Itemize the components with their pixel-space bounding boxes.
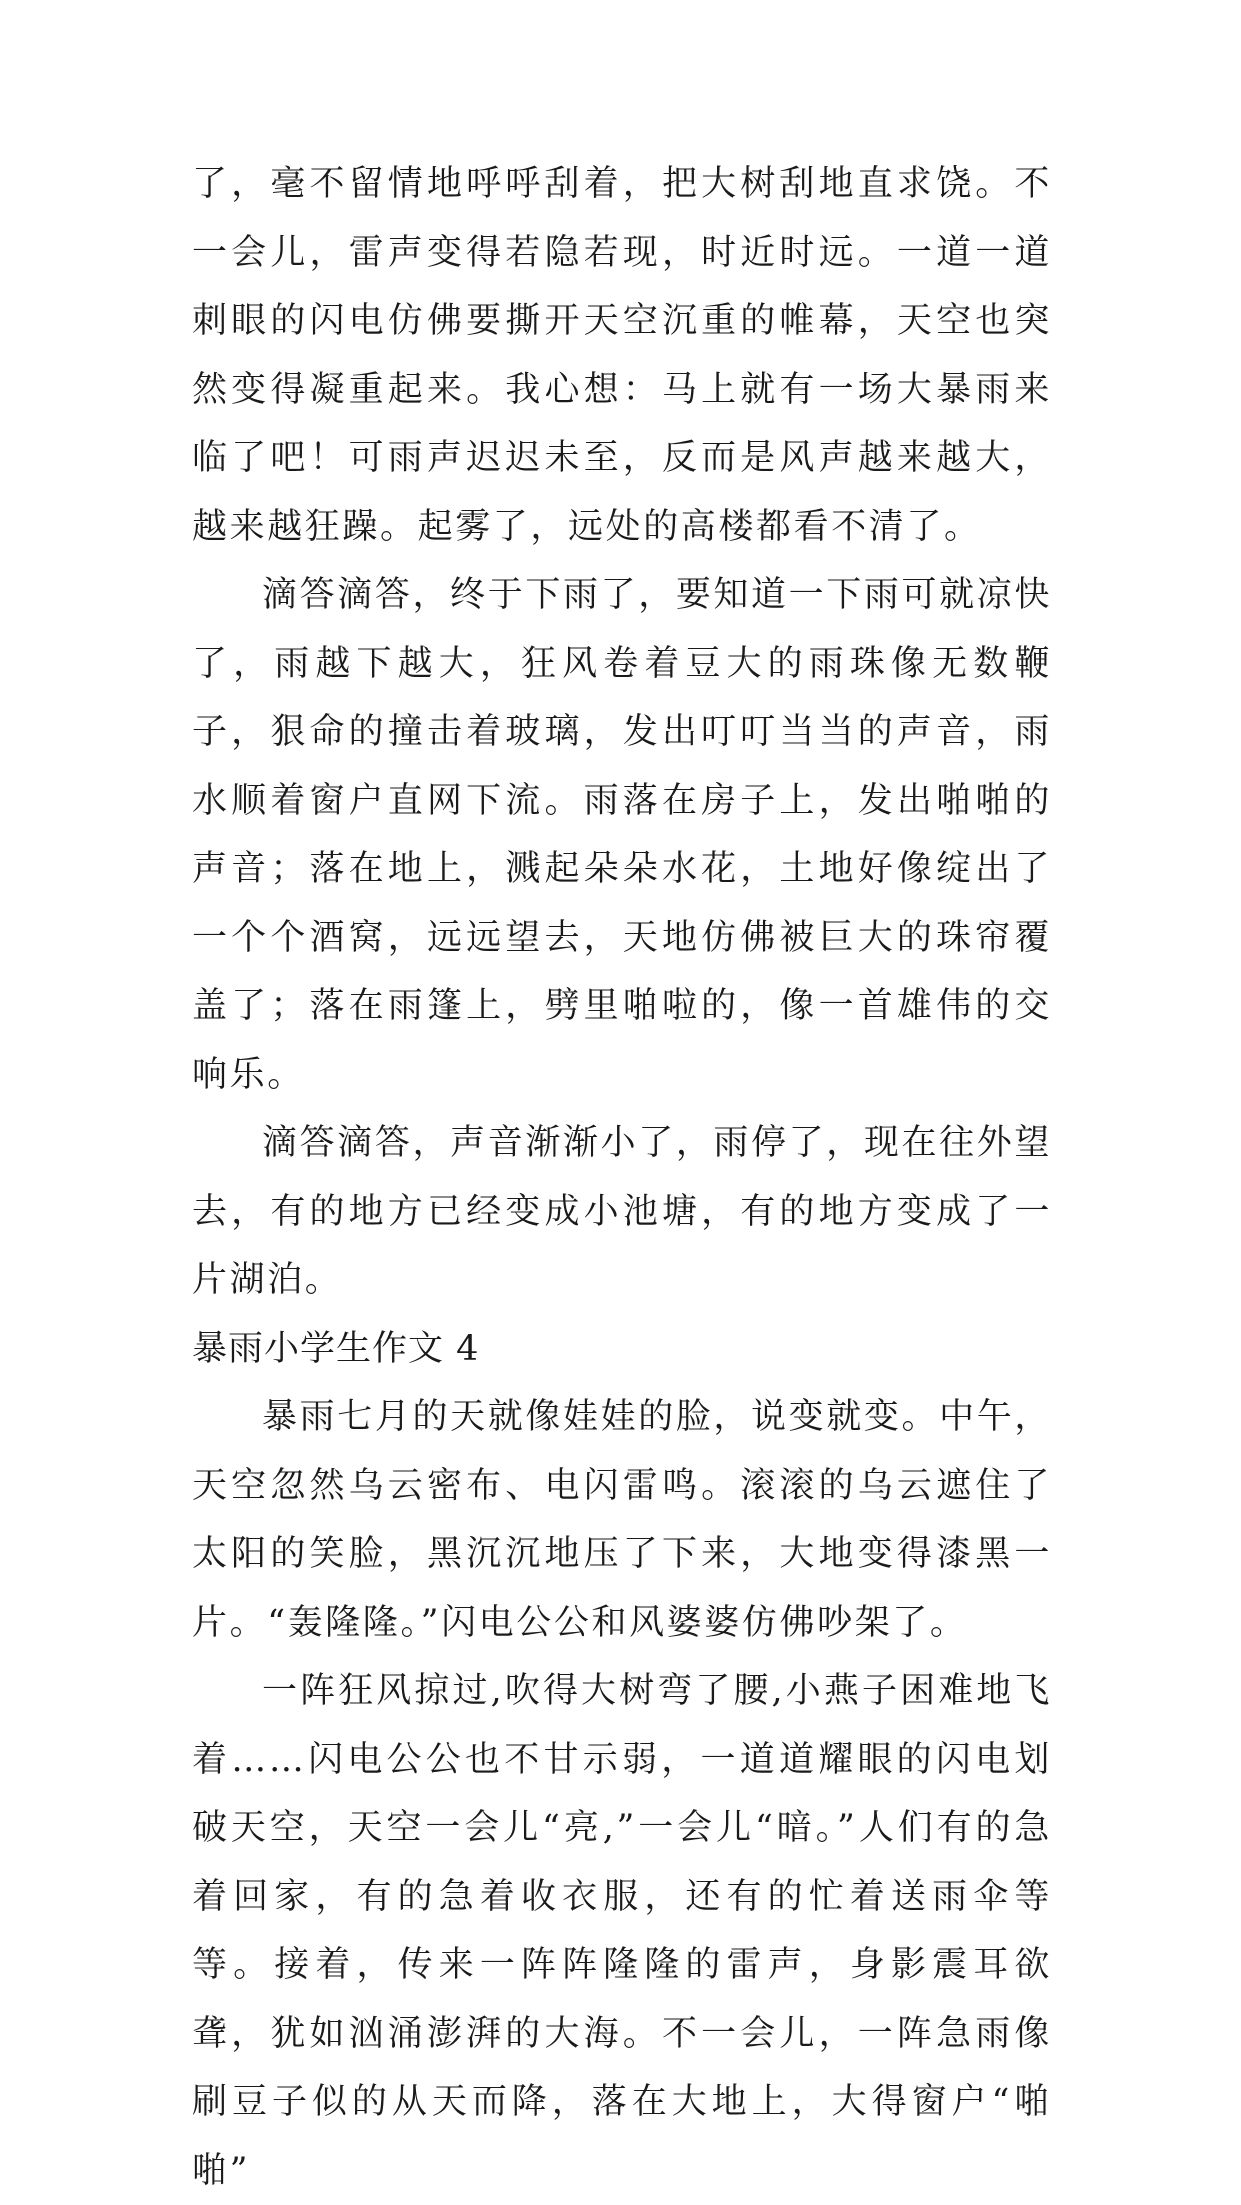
paragraph: 一阵狂风掠过,吹得大树弯了腰,小燕子困难地飞着……闪电公公也不甘示弱，一道道耀眼的闪电划破天空，天空一会儿“亮,”一会儿“暗。”人们有的急着回家，有的急着收衣服，还有的忙着送雨伞等等。接着，传来一阵阵隆隆的雷声，身影震耳欲聋，犹如汹涌澎湃的大海。不一会儿，一阵急雨像刷豆子似的从天而降，落在大地上，大得窗户“啪啪”: [192, 1671, 1052, 2191]
paragraph: 暴雨七月的天就像娃娃的脸，说变就变。中午，天空忽然乌云密布、电闪雷鸣。滚滚的乌云遮住了太阳的笑脸，黑沉沉地压了下来，大地变得漆黑一片。“轰隆隆。”闪电公公和风婆婆仿佛吵架了。: [192, 1397, 1052, 1643]
paragraph: 滴答滴答，声音渐渐小了，雨停了，现在往外望去，有的地方已经变成小池塘，有的地方变成了一片湖泊。: [192, 1123, 1052, 1300]
paragraph: 了，毫不留情地呼呼刮着，把大树刮地直求饶。不一会儿，雷声变得若隐若现，时近时远。一道一道刺眼的闪电仿佛要撕开天空沉重的帷幕，天空也突然变得凝重起来。我心想：马上就有一场大暴雨来临了吧！可雨声迟迟未至，反而是风声越来越大，越来越狂躁。起雾了，远处的高楼都看不清了。: [192, 164, 1052, 547]
section-heading: 暴雨小学生作文 4: [192, 1328, 480, 1369]
document-body: [192, 150, 1052, 2205]
paragraph: 滴答滴答，终于下雨了，要知道一下雨可就凉快了，雨越下越大，狂风卷着豆大的雨珠像无数鞭子，狠命的撞击着玻璃，发出叮叮当当的声音，雨水顺着窗户直网下流。雨落在房子上，发出啪啪的声音；落在地上，溅起朵朵水花，土地好像绽出了一个个酒窝，远远望去，天地仿佛被巨大的珠帘覆盖了；落在雨篷上，劈里啪啦的，像一首雄伟的交响乐。: [192, 575, 1052, 1095]
